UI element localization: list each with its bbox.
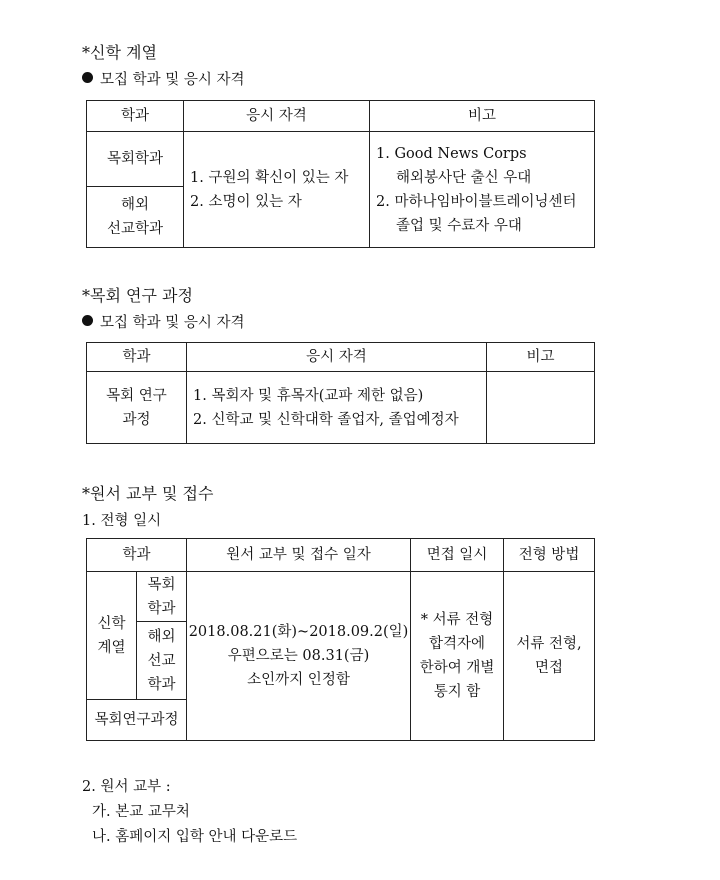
header-qualification: 응시 자격 [184, 101, 370, 132]
distribution-item-homepage: 나. 홈페이지 입학 안내 다운로드 [92, 829, 298, 845]
dept-line: 선교학과 [106, 221, 164, 237]
table-schedule [86, 538, 595, 741]
dates-line: 소인까지 인정함 [247, 672, 350, 688]
table-theology [86, 100, 595, 248]
subtitle-schedule: 1. 전형 일시 [82, 513, 162, 529]
note-line: 2. 마하나임바이블트레이닝센터 [376, 193, 577, 210]
header-dept: 학과 [87, 539, 187, 572]
header-note: 비고 [487, 343, 595, 372]
sub-dept-pastoral [137, 572, 187, 622]
qualification-cell [184, 132, 370, 248]
note-cell [487, 372, 595, 444]
dept-missions [87, 187, 184, 248]
subtitle-theology [82, 68, 245, 89]
qualification-line: 2. 소명이 있는 자 [190, 193, 302, 210]
sub-dept-line: 선교 [147, 652, 176, 669]
sub-dept-line: 학과 [147, 600, 176, 617]
qualification-line: 1. 구원의 확신이 있는 자 [190, 169, 349, 186]
qualification-line: 2. 신학교 및 신학대학 졸업자, 졸업예정자 [193, 411, 459, 428]
interview-line: * 서류 전형 [420, 612, 494, 628]
method-line: 서류 전형, [516, 636, 582, 652]
note-cell [370, 132, 595, 248]
header-note: 비고 [370, 101, 595, 132]
dates-cell [187, 572, 411, 741]
dept-pastoral-research: 목회연구과정 [87, 700, 187, 741]
group-line: 계열 [97, 639, 126, 656]
header-interview: 면접 일시 [411, 539, 504, 572]
qualification-line: 1. 목회자 및 휴목자(교파 제한 없음) [193, 387, 424, 404]
sub-dept-line: 해외 [147, 628, 176, 645]
sub-dept-line: 학과 [147, 676, 176, 693]
dept-line: 해외 [120, 197, 149, 213]
dept-line: 과정 [122, 411, 151, 428]
method-cell [504, 572, 595, 741]
dates-line: 우편으로는 08.31(금) [227, 648, 370, 664]
application-distribution-title: 2. 원서 교부 : [82, 779, 171, 795]
subtitle-text: 모집 학과 및 응시 자격 [100, 72, 245, 88]
subtitle-pastoral-research [82, 311, 245, 332]
interview-line: 한하여 개별 [419, 660, 495, 676]
interview-cell [411, 572, 504, 741]
table-pastoral-research [86, 342, 595, 444]
section-title-application: *원서 교부 및 접수 [82, 484, 214, 503]
header-dept: 학과 [87, 101, 184, 132]
sub-dept-line: 목회 [147, 576, 176, 593]
dates-line: 2018.08.21(화)~2018.09.2(일) [188, 624, 409, 640]
note-line: 1. Good News Corps [376, 145, 527, 162]
subtitle-text: 모집 학과 및 응시 자격 [100, 315, 245, 331]
sub-dept-missions [137, 622, 187, 700]
header-method: 전형 방법 [504, 539, 595, 572]
note-line: 졸업 및 수료자 우대 [396, 217, 522, 234]
dept-pastoral: 목회학과 [87, 132, 184, 187]
bullet-icon [82, 72, 93, 83]
method-line: 면접 [535, 660, 564, 676]
note-line: 해외봉사단 출신 우대 [396, 169, 532, 186]
bullet-icon [82, 315, 93, 326]
distribution-item-office: 가. 본교 교무처 [92, 804, 190, 820]
section-title-pastoral-research: *목회 연구 과정 [82, 286, 193, 305]
qualification-cell [187, 372, 487, 444]
header-qualification: 응시 자격 [187, 343, 487, 372]
group-theology [87, 572, 137, 700]
dept-line: 목회 연구 [106, 387, 167, 404]
interview-line: 통지 함 [433, 684, 481, 700]
interview-line: 합격자에 [429, 636, 486, 652]
header-dates: 원서 교부 및 접수 일자 [187, 539, 411, 572]
dept-pastoral-research [87, 372, 187, 444]
group-line: 신학 [97, 615, 126, 632]
section-title-theology: *신학 계열 [82, 43, 157, 62]
header-dept: 학과 [87, 343, 187, 372]
